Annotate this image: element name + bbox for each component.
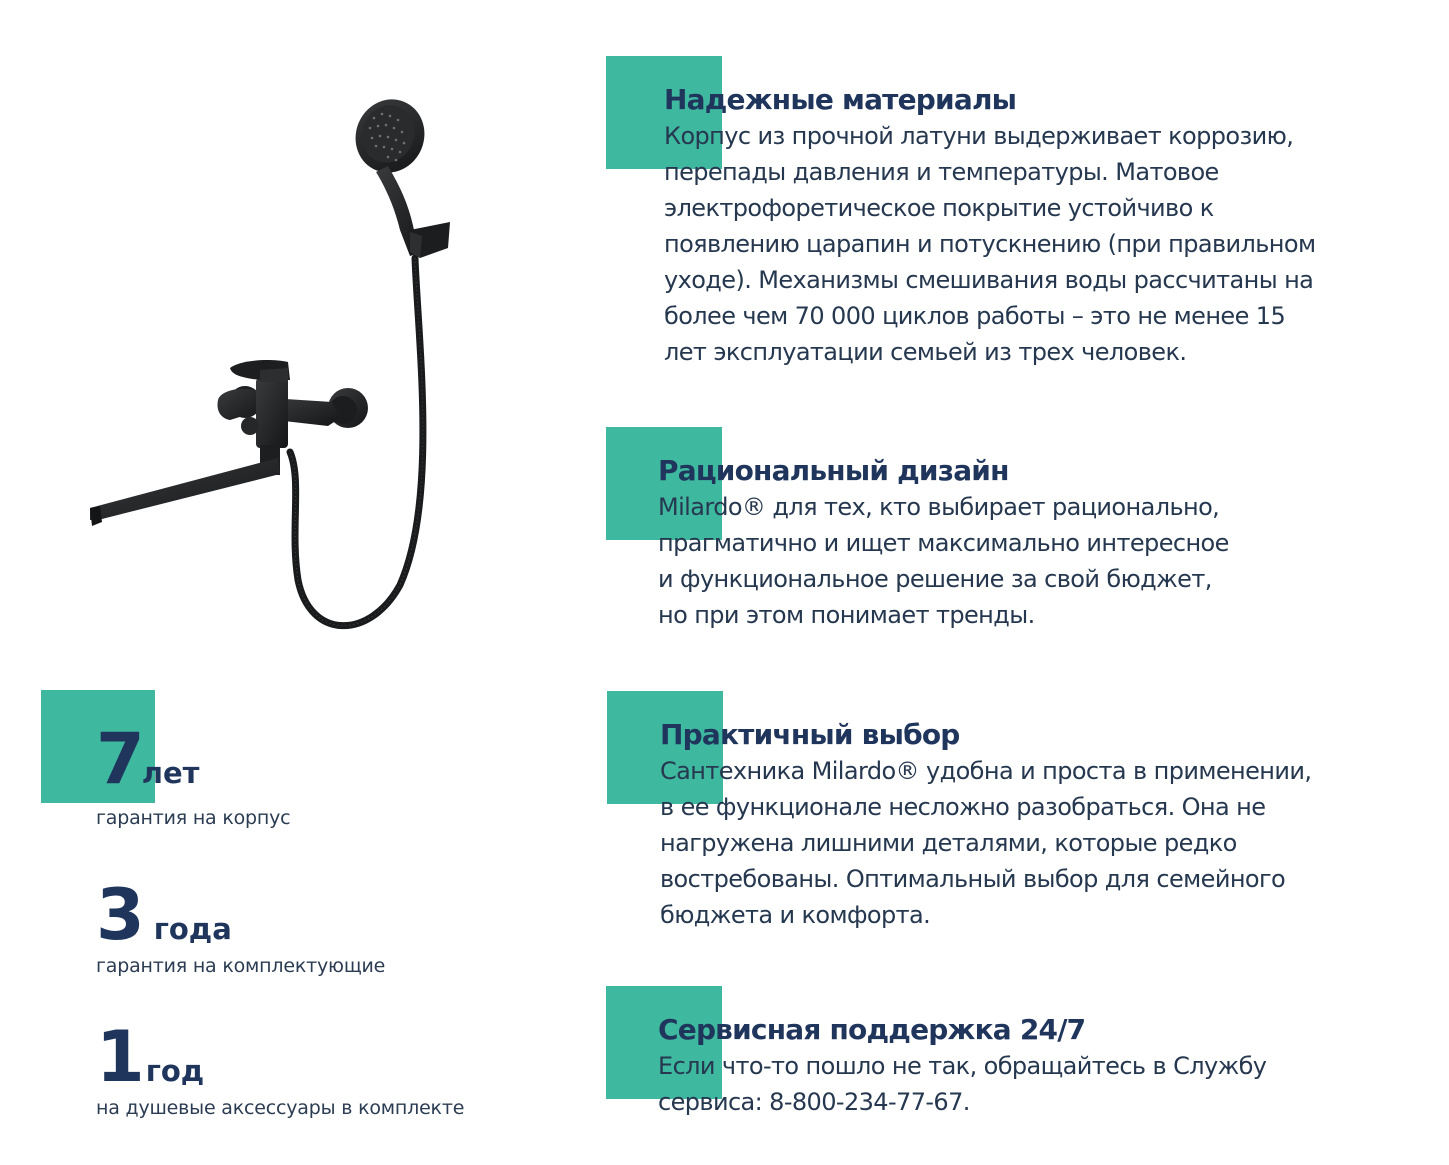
warranty-body bbox=[96, 718, 291, 830]
warranty-components bbox=[96, 874, 386, 978]
warranty-heading bbox=[96, 1016, 464, 1098]
text-line: прагматично и ищет максимально интересное bbox=[658, 529, 1229, 557]
text-line: более чем 70 000 циклов работы – это не менее 15 bbox=[664, 302, 1286, 330]
warranty-number: 3 bbox=[96, 874, 142, 956]
text-line: и функциональное решение за свой бюджет, bbox=[658, 565, 1212, 593]
warranty-shower-accessories bbox=[96, 1016, 465, 1120]
warranty-unit: года bbox=[153, 912, 232, 946]
text-line: Корпус из прочной латуни выдерживает коррозию, bbox=[664, 122, 1294, 150]
text-line: перепады давления и температуры. Матовое bbox=[664, 158, 1219, 186]
feature-description bbox=[664, 118, 1316, 370]
text-line: нагружена лишними деталями, которые редко bbox=[660, 829, 1237, 857]
feature-rational-design bbox=[658, 453, 1229, 633]
feature-title: Практичный выбор bbox=[660, 718, 960, 751]
warranty-heading bbox=[96, 874, 385, 956]
phone-number-line: сервиса: 8-800-234-77-67. bbox=[658, 1088, 970, 1116]
warranty-description: гарантия на корпус bbox=[96, 807, 291, 829]
text-line: но при этом понимает тренды. bbox=[658, 601, 1035, 629]
text-line: бюджета и комфорта. bbox=[660, 901, 931, 929]
product-image bbox=[70, 80, 470, 650]
warranty-number: 7 bbox=[96, 718, 142, 800]
warranty-description: на душевые аксессуары в комплекте bbox=[96, 1097, 465, 1119]
warranty-unit: лет bbox=[141, 756, 200, 790]
feature-description bbox=[660, 753, 1311, 933]
feature-description bbox=[658, 1048, 1266, 1120]
text-line: электрофоретическое покрытие устойчиво к bbox=[664, 194, 1214, 222]
text-line: в ее функционале несложно разобраться. Она не bbox=[660, 793, 1266, 821]
feature-title: Надежные материалы bbox=[664, 83, 1017, 116]
text-line: востребованы. Оптимальный выбор для семейного bbox=[660, 865, 1286, 893]
text-line: Сантехника Milardo® удобна и проста в применении, bbox=[660, 757, 1312, 785]
text-line: лет эксплуатации семьей из трех человек. bbox=[664, 338, 1187, 366]
feature-title: Рациональный дизайн bbox=[658, 454, 1009, 487]
warranty-heading bbox=[96, 718, 290, 800]
text-line: Если что-то пошло не так, обращайтесь в Службу bbox=[658, 1052, 1267, 1080]
text-line: Milardo® для тех, кто выбирает рационально, bbox=[658, 493, 1220, 521]
feature-title: Сервисная поддержка 24/7 bbox=[658, 1013, 1086, 1046]
faucet-with-hand-shower-icon bbox=[70, 80, 470, 650]
warranty-description: гарантия на комплектующие bbox=[96, 955, 386, 977]
feature-practical-choice bbox=[660, 717, 1311, 933]
warranty-number: 1 bbox=[96, 1016, 142, 1098]
text-line: появлению царапин и потускнению (при правильном bbox=[664, 230, 1316, 258]
feature-reliable-materials bbox=[664, 82, 1316, 370]
text-line: уходе). Механизмы смешивания воды рассчитаны на bbox=[664, 266, 1314, 294]
feature-service-support bbox=[658, 1012, 1266, 1120]
feature-description bbox=[658, 489, 1229, 633]
warranty-unit: год bbox=[145, 1054, 205, 1088]
